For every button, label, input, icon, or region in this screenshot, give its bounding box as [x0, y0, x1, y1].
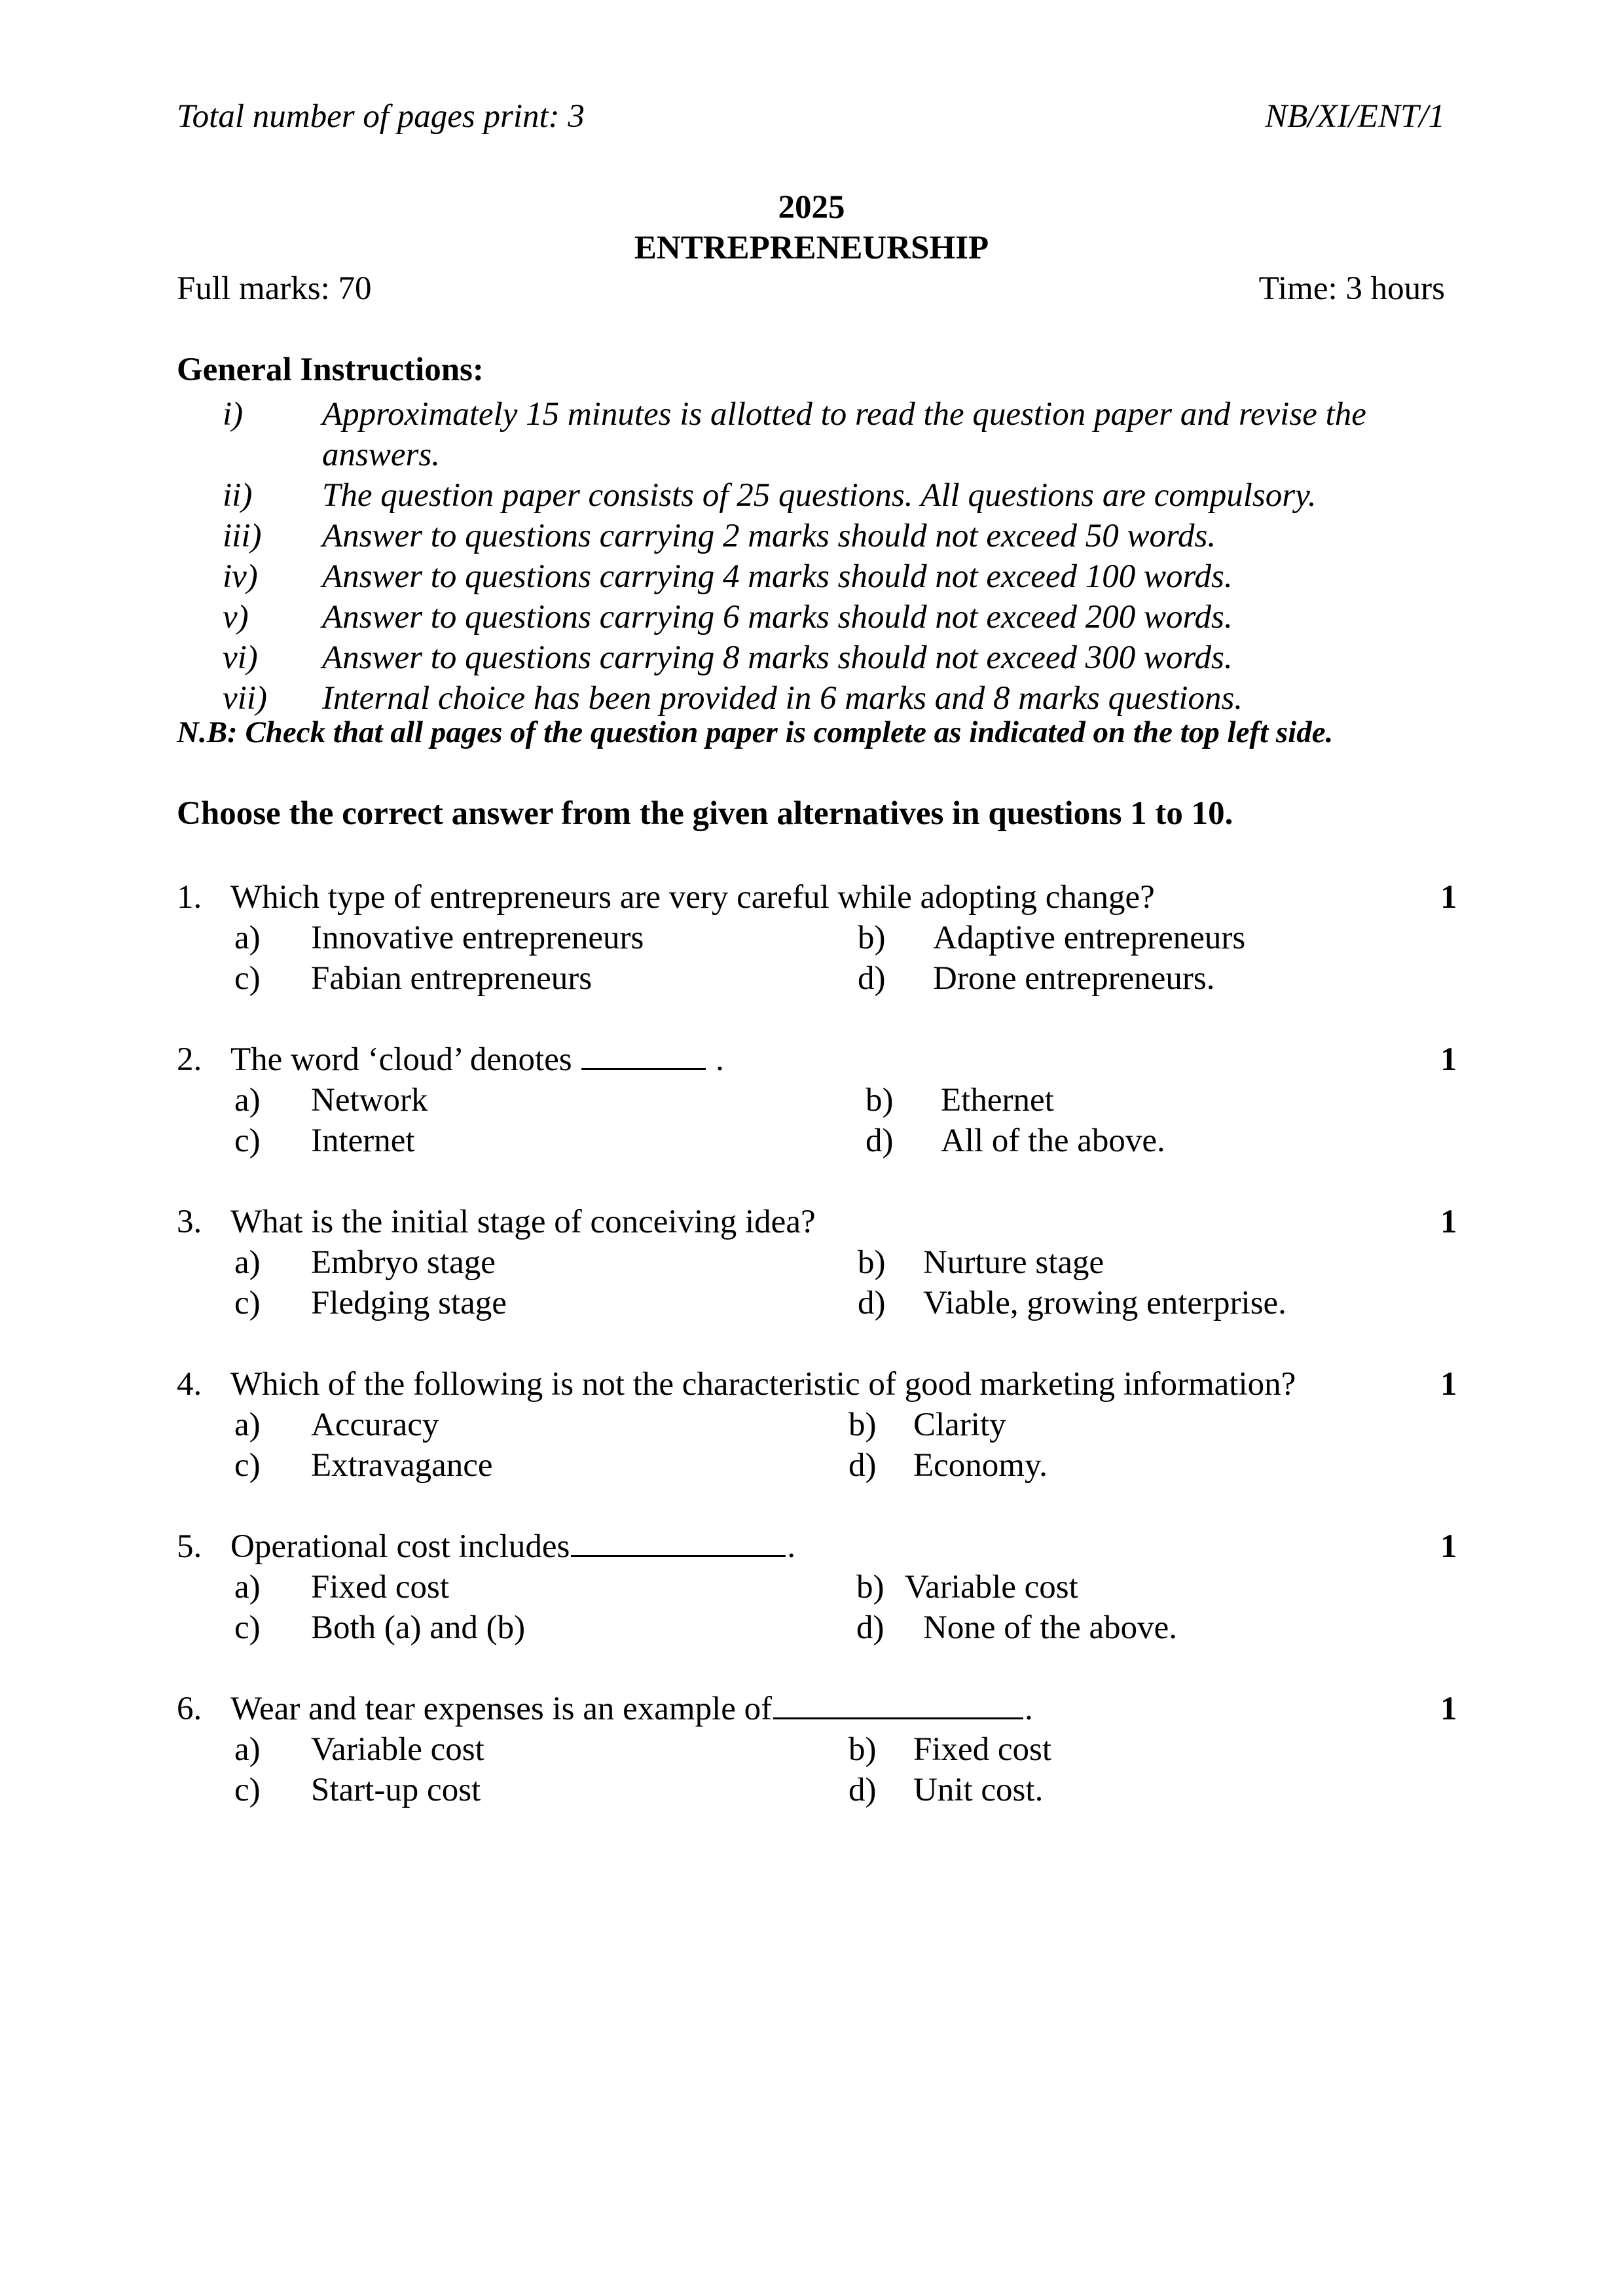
- option-label-d: d): [858, 960, 886, 997]
- option-label-c: c): [234, 1772, 261, 1808]
- option-text-d: Drone entrepreneurs.: [933, 960, 1215, 997]
- question-3: [0, 1203, 1623, 1334]
- option-label-c: c): [234, 1609, 261, 1646]
- question-text-main: Wear and tear expenses is an example of: [230, 1691, 773, 1727]
- option-label-a: a): [234, 1244, 261, 1281]
- fill-in-blank: [773, 1691, 1023, 1719]
- question-marks: 1: [1440, 879, 1457, 916]
- paper-code: NB/XI/ENT/1: [1265, 98, 1445, 135]
- general-instructions-title: General Instructions:: [177, 351, 484, 388]
- option-label-a: a): [234, 1407, 261, 1443]
- option-text-a: Fixed cost: [311, 1569, 450, 1605]
- option-label-d: d): [856, 1609, 884, 1646]
- instruction-number: v): [223, 599, 249, 636]
- option-label-d: d): [848, 1447, 877, 1484]
- question-text-end: .: [716, 1041, 724, 1078]
- subject-title: ENTREPRENEURSHIP: [634, 230, 989, 266]
- question-text: Which type of entrepreneurs are very careful while adopting change?: [230, 879, 1155, 916]
- question-marks: 1: [1440, 1366, 1457, 1403]
- time-allowed: Time: 3 hours: [1258, 270, 1445, 307]
- instruction-text: Answer to questions carrying 4 marks should not exceed 100 words.: [322, 558, 1233, 595]
- option-label-a: a): [234, 1569, 261, 1605]
- option-label-a: a): [234, 1731, 261, 1768]
- instruction-text: Answer to questions carrying 6 marks should not exceed 200 words.: [322, 599, 1233, 636]
- option-label-c: c): [234, 1285, 261, 1321]
- question-text: What is the initial stage of conceiving idea?: [230, 1204, 816, 1240]
- option-label-d: d): [848, 1772, 877, 1808]
- question-text: [230, 1041, 724, 1079]
- option-text-d: Economy.: [913, 1447, 1048, 1484]
- option-text-b: Adaptive entrepreneurs: [933, 920, 1246, 956]
- instruction-number: vii): [223, 680, 267, 717]
- option-label-a: a): [234, 1082, 261, 1119]
- instruction-number: vi): [223, 639, 258, 676]
- option-text-d: All of the above.: [941, 1122, 1165, 1159]
- option-text-a: Network: [311, 1082, 428, 1119]
- option-text-a: Variable cost: [311, 1731, 484, 1768]
- question-text-end: .: [1025, 1691, 1033, 1727]
- option-text-c: Internet: [311, 1122, 415, 1159]
- instruction-text-continued: answers.: [322, 437, 440, 473]
- instruction-number: iv): [223, 558, 258, 595]
- question-number: 2.: [177, 1041, 202, 1078]
- option-text-c: Start-up cost: [311, 1772, 481, 1808]
- option-text-d: Viable, growing enterprise.: [923, 1285, 1286, 1321]
- option-label-b: b): [858, 1244, 886, 1281]
- full-marks: Full marks: 70: [177, 270, 372, 307]
- pages-note: Total number of pages print: 3: [177, 98, 585, 135]
- option-label-d: d): [858, 1285, 886, 1321]
- instruction-number: i): [223, 396, 244, 433]
- option-label-c: c): [234, 1122, 261, 1159]
- option-text-b: Nurture stage: [923, 1244, 1104, 1281]
- fill-in-blank: [581, 1042, 706, 1070]
- question-4: [0, 1365, 1623, 1496]
- option-text-a: Accuracy: [311, 1407, 439, 1443]
- question-marks: 1: [1440, 1528, 1457, 1565]
- question-6: [0, 1690, 1623, 1821]
- question-number: 3.: [177, 1204, 202, 1240]
- option-text-a: Innovative entrepreneurs: [311, 920, 644, 956]
- instruction-text: The question paper consists of 25 questions. All questions are compulsory.: [322, 477, 1317, 514]
- question-1: [0, 878, 1623, 1009]
- exam-year: 2025: [778, 189, 845, 226]
- instruction-text: Answer to questions carrying 2 marks should not exceed 50 words.: [322, 518, 1216, 554]
- question-number: 4.: [177, 1366, 202, 1403]
- question-number: 5.: [177, 1528, 202, 1565]
- question-marks: 1: [1440, 1691, 1457, 1727]
- question-text: Which of the following is not the characteristic of good marketing information?: [230, 1366, 1296, 1403]
- section-heading: Choose the correct answer from the given alternatives in questions 1 to 10.: [177, 795, 1233, 832]
- option-text-c: Fabian entrepreneurs: [311, 960, 593, 997]
- instruction-number: iii): [223, 518, 262, 554]
- option-label-a: a): [234, 920, 261, 956]
- option-text-a: Embryo stage: [311, 1244, 496, 1281]
- option-text-b: Fixed cost: [913, 1731, 1052, 1768]
- option-text-c: Extravagance: [311, 1447, 493, 1484]
- question-text-main: The word ‘cloud’ denotes: [230, 1041, 572, 1078]
- option-label-b: b): [858, 920, 886, 956]
- option-text-b: Clarity: [913, 1407, 1006, 1443]
- question-text-main: Operational cost includes: [230, 1528, 570, 1565]
- question-text-end: .: [787, 1528, 796, 1565]
- option-text-d: Unit cost.: [913, 1772, 1044, 1808]
- question-marks: 1: [1440, 1041, 1457, 1078]
- question-text: [230, 1690, 1033, 1728]
- option-text-d: None of the above.: [923, 1609, 1178, 1646]
- option-text-b: Ethernet: [941, 1082, 1054, 1119]
- question-number: 1.: [177, 879, 202, 916]
- fill-in-blank: [571, 1529, 786, 1557]
- option-text-c: Fledging stage: [311, 1285, 507, 1321]
- nb-note: N.B: Check that all pages of the question paper is complete as indicated on the top left side.: [177, 715, 1334, 749]
- option-label-b: b): [848, 1731, 877, 1768]
- instruction-number: ii): [223, 477, 253, 514]
- option-label-b: b): [848, 1407, 877, 1443]
- option-label-c: c): [234, 1447, 261, 1484]
- option-label-b: b): [856, 1569, 884, 1605]
- instruction-text: Internal choice has been provided in 6 marks and 8 marks questions.: [322, 680, 1243, 717]
- instruction-text: Approximately 15 minutes is allotted to read the question paper and revise the: [322, 396, 1366, 433]
- question-marks: 1: [1440, 1204, 1457, 1240]
- option-label-d: d): [866, 1122, 894, 1159]
- question-text: [230, 1528, 795, 1566]
- question-2: [0, 1041, 1623, 1172]
- option-text-b: Variable cost: [905, 1569, 1078, 1605]
- question-5: [0, 1528, 1623, 1659]
- question-number: 6.: [177, 1691, 202, 1727]
- instruction-text: Answer to questions carrying 8 marks should not exceed 300 words.: [322, 639, 1233, 676]
- option-text-c: Both (a) and (b): [311, 1609, 526, 1646]
- option-label-c: c): [234, 960, 261, 997]
- option-label-b: b): [866, 1082, 894, 1119]
